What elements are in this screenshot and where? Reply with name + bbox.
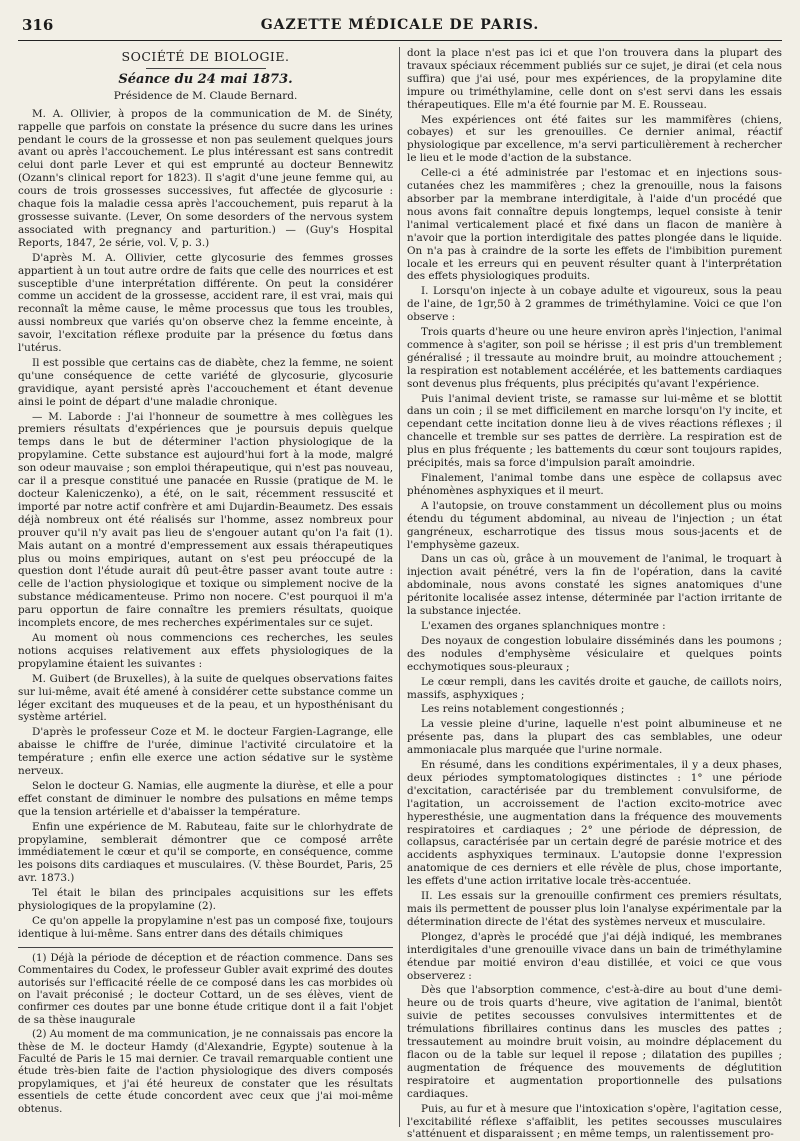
session-date: Séance du 24 mai 1873. (118, 71, 293, 87)
paragraph: Ce qu'on appelle la propylamine n'est pas un composé fixe, toujours identique à lui-même. Sans entrer dans des détails chimiques (18, 915, 393, 940)
footnote: (1) Déjà la période de déception et de réaction commence. Dans ses Commentaires du Codex, le professeur Gubler avait exprimé des doutes autorisés sur l'efficacité réelle de ce composé dans les cas morbides où on l'avait préconisé ; le docteur Cottard, un de ses élèves, vient de confirmer ces doutes par une bonne étude critique dont il a fait l'objet de sa thèse inaugurale (18, 952, 393, 1026)
paragraph: D'après le professeur Coze et M. le docteur Fargien-Lagrange, elle abaisse le chiffre de l'urée, diminue l'activité circulatoire et la température ; enfin elle exerce une action sédative sur le système nerveux. (18, 726, 393, 778)
page-number: 316 (22, 16, 54, 34)
paragraph: Enfin une expérience de M. Rabuteau, faite sur le chlorhydrate de propylamine, semblerait démontrer que ce composé arrête immédiatement le cœur et qu'il se comporte, en conséquence, comme les poisons dits cardiaques et musculaires. (V. thèse Bourdet, Paris, 25 avr. 1873.) (18, 820, 393, 885)
paragraph: Celle-ci a été administrée par l'estomac et en injections sous-cutanées chez les mammifères ; chez la grenouille, nous la faisons absorber par la membrane interdigitale, à l'aide d'un procédé que nous avons fait connaître depuis longtemps, lequel consiste à tenir l'animal verticalement placé et fixé dans un flacon de manière à n'avoir que la portion interdigitale des pattes plongée dans le liquide. On n'a pas à craindre de la sorte les effets de l'imbibition purement locale et les erreurs qui en peuvent résulter quant à l'interprétation des effets physiologiques produits. (407, 167, 782, 283)
paragraph: Il est possible que certains cas de diabète, chez la femme, ne soient qu'une conséquence de cette variété de glycosurie, glycosurie gravidique, ayant persisté après l'accouchement et étant devenue ainsi le point de départ d'une maladie chronique. (18, 356, 393, 408)
paragraph: Le cœur rempli, dans les cavités droite et gauche, de caillots noirs, massifs, asphyxiques ; (407, 675, 782, 701)
paragraph: Plongez, d'après le procédé que j'ai déjà indiqué, les membranes interdigitales d'une grenouille vivace dans un bain de triméthylamine étendue par moitié environ d'eau distillée, et voici ce que vous observerez : (407, 930, 782, 982)
paragraph: I. Lorsqu'on injecte à un cobaye adulte et vigoureux, sous la peau de l'aine, de 1gr,50 à 2 grammes de triméthylamine. Voici ce que l'on observe : (407, 285, 782, 324)
footnote: (2) Au moment de ma communication, je ne connaissais pas encore la thèse de M. le docteur Hamdy (d'Alexandrie, Egypte) soutenue à la Faculté de Paris le 15 mai dernier. Ce travail remarquable contient une étude très-bien faite de l'action physiologique des divers composés propylamiques, et j'ai été heureux de constater que les résultats essentiels de cette étude concordent avec ceux que j'ai moi-même obtenus. (18, 1029, 393, 1115)
paragraph: La vessie pleine d'urine, laquelle n'est point albumineuse et ne présente pas, dans la plupart des cas semblables, une odeur ammoniacale plus marquée que l'urine normale. (407, 718, 782, 757)
paragraph: Les reins notablement congestionnés ; (421, 703, 625, 716)
paragraph: Mes expériences ont été faites sur les mammifères (chiens, cobayes) et sur les grenouilles. Ce dernier animal, réactif physiologique par excellence, m'a servi particulièrement à rechercher le lieu et le mode d'action de la substance. (407, 113, 782, 165)
paragraph: D'après M. A. Ollivier, cette glycosurie des femmes grosses appartient à un tout autre ordre de faits que celle des nourrices et est susceptible d'une interprétation différente. On peut la considérer comme un accident de la grossesse, accident rare, il est vrai, mais qui reconnaît la même cause, le même processus que tous les troubles, aussi nombreux que variés qu'on observe chez la femme enceinte, à savoir, l'excitation réflexe produite par la présence du fœtus dans l'utérus. (18, 251, 393, 355)
paragraph: II. Les essais sur la grenouille confirment ces premiers résultats, mais ils permettent de pousser plus loin l'analyse expérimentale par la détermination directe de l'état des systèmes nerveux et musculaire. (407, 890, 782, 928)
paragraph: Des noyaux de congestion lobulaire disséminés dans les poumons ; des nodules d'emphysème vésiculaire et quelques points ecchymotiques sous-pleuraux ; (407, 634, 782, 673)
footnote-rule (18, 947, 393, 948)
journal-title: GAZETTE MÉDICALE DE PARIS. (260, 17, 540, 33)
paragraph: M. A. Ollivier, à propos de la communication de M. de Sinéty, rappelle que parfois on constate la présence du sucre dans les urines pendant le cours de la grossesse et non pas seulement quelques jours avant ou après l'accouchement. Le plus intéressant est sans contredit celui dont parle Lever et qui est emprunté au docteur Bennewitz (Ozann's clinical report for 1823). Il s'agit d'une jeune femme qui, au cours de trois grossesses successives, fut affectée de glycosurie : chaque fois la maladie cessa après l'accouchement, puis reparut à la grossesse suivante. (Lever, On some desorders of the nervous system associated with pregnancy and parturition.) — (Guy's Hospital Reports, 1847, 2e série, vol. V, p. 3.) (18, 107, 393, 249)
running-header (18, 14, 782, 41)
section-title: SOCIÉTÉ DE BIOLOGIE. (121, 49, 290, 64)
paragraph: L'examen des organes splanchniques montre : (421, 619, 666, 632)
paragraph: — M. Laborde : J'ai l'honneur de soumettre à mes collègues les premiers résultats d'expériences que je poursuis depuis quelque temps dans le but de déterminer l'action physiologique de la propylamine. Cette substance est aujourd'hui fort à la mode, malgré son odeur mauvaise ; son emploi thérapeutique, qui n'est pas nouveau, car il a presque constitué une panacée en Russie (pratique de M. le docteur Kaleniczenko), a été, on le sait, récemment ressuscité et importé par notre actif confrère et ami Dujardin-Beaumetz. Des essais déjà nombreux ont été réalisés sur l'homme, assez nombreux pour prouver qu'il n'y avait pas lieu de s'engouer autant qu'on l'a fait (1). Mais autant on a montré d'empressement aux essais thérapeutiques plus ou moins empiriques, autant on s'est peu préoccupé de la question dont l'étude aurait dû peut-être passer avant toute autre : celle de l'action physiologique et toxique ou simplement nocive de la substance médicamenteuse. Primo non nocere. C'est pourquoi il m'a paru opportun de faire connaître les premiers résultats, quoique incomplets encore, de mes recherches expérimentales sur ce sujet. (18, 410, 393, 630)
paragraph: Dès que l'absorption commence, c'est-à-dire au bout d'une demi-heure ou de trois quarts d'heure, vive agitation de l'animal, bientôt suivie de petites secousses convulsives intermittentes et de trémulations fibrillaires continus dans les muscles des pattes ; tressautement au moindre bruit voisin, au moindre déplacement du flacon ou de la table sur lequel il repose ; dilatation des pupilles ; augmentation de fréquence des mouvements de déglutition respiratoire et augmentation proportionnelle des pulsations cardiaques. (407, 984, 782, 1100)
paragraph: Puis, au fur et à mesure que l'intoxication s'opère, l'agitation cesse, l'excitabilité réflexe s'affaiblit, les petites secousses musculaires s'atténuent et disparaissent ; en même temps, un ralentissement pro- (407, 1102, 782, 1141)
paragraph: dont la place n'est pas ici et que l'on trouvera dans la plupart des travaux spéciaux récemment publiés sur ce sujet, je dirai (et cela nous suffira) que j'ai usé, pour mes expériences, de la propylamine dite impure ou triméthylamine, celle dont on s'est servi dans les essais thérapeutiques. Elle m'a été fournie par M. E. Rousseau. (407, 47, 782, 111)
left-column (18, 47, 400, 1127)
paragraph: Finalement, l'animal tombe dans une espèce de collapsus avec phénomènes asphyxiques et il meurt. (407, 472, 782, 497)
paragraph: Puis l'animal devient triste, se ramasse sur lui-même et se blottit dans un coin ; il se met difficilement en marche lorsqu'on l'y incite, et cependant cette incitation donne lieu à de vives réactions réflexes ; il chancelle et tremble sur ses pattes de derrière. La respiration est de plus en plus fréquente ; les battements du cœur sont toujours rapides, précipités, mais sa force d'impulsion paraît amoindrie. (407, 392, 782, 470)
paragraph: A l'autopsie, on trouve constamment un décollement plus ou moins étendu du tégument abdominal, au niveau de l'injection ; un état gangréneux, escharrotique des tissus mous sous-jacents et de l'emphysème gazeux. (407, 499, 782, 551)
two-column-body (18, 47, 782, 1141)
paragraph: Trois quarts d'heure ou une heure environ après l'injection, l'animal commence à s'agiter, son poil se hérisse ; il est pris d'un tremblement généralisé ; il tressaute au moindre bruit, au moindre attouchement ; la respiration est notablement accélérée, et les battements cardiaques sont devenus plus fréquents, plus précipités qu'avant l'expérience. (407, 326, 782, 390)
paragraph: Au moment où nous commencions ces recherches, les seules notions acquises relativement aux effets physiologiques de la propylamine étaient les suivantes : (18, 631, 393, 670)
presidence-line: Présidence de M. Claude Bernard. (113, 89, 298, 102)
paragraph: Dans un cas où, grâce à un mouvement de l'animal, le troquart à injection avait pénétré, vers la fin de l'opération, dans la cavité abdominale, nous avons constaté les signes anatomiques d'une péritonite localisée assez intense, déterminée par l'action irritante de la substance injectée. (407, 553, 782, 618)
paragraph: M. Guibert (de Bruxelles), à la suite de quelques observations faites sur lui-même, avait été amené à considérer cette substance comme un léger excitant des muqueuses et de la peau, et un hyposthénisant du système artériel. (18, 672, 393, 724)
paragraph: Tel était le bilan des principales acquisitions sur les effets physiologiques de la propylamine (2). (18, 887, 393, 913)
title-rule (146, 68, 266, 69)
paragraph: En résumé, dans les conditions expérimentales, il y a deux phases, deux périodes symptomatologiques distinctes : 1° une période d'excitation, caractérisée par du tremblement convulsiforme, de l'agitation, un accroissement de l'action excito-motrice avec hyperesthésie, une augmentation dans la fréquence des mouvements respiratoires et cardiaques ; 2° une période de dépression, de collapsus, caractérisée par un certain degré de parésie motrice et des accidents asphyxiques terminaux. L'autopsie donne l'expression anatomique de ces derniers et elle révèle de plus, chose importante, les effets d'une action irritative locale très-accentuée. (407, 759, 782, 888)
paragraph: Selon le docteur G. Namias, elle augmente la diurèse, et elle a pour effet constant de diminuer le nombre des pulsations en même temps que la tension artérielle et d'abaisser la température. (18, 779, 393, 818)
right-column (400, 47, 782, 1141)
